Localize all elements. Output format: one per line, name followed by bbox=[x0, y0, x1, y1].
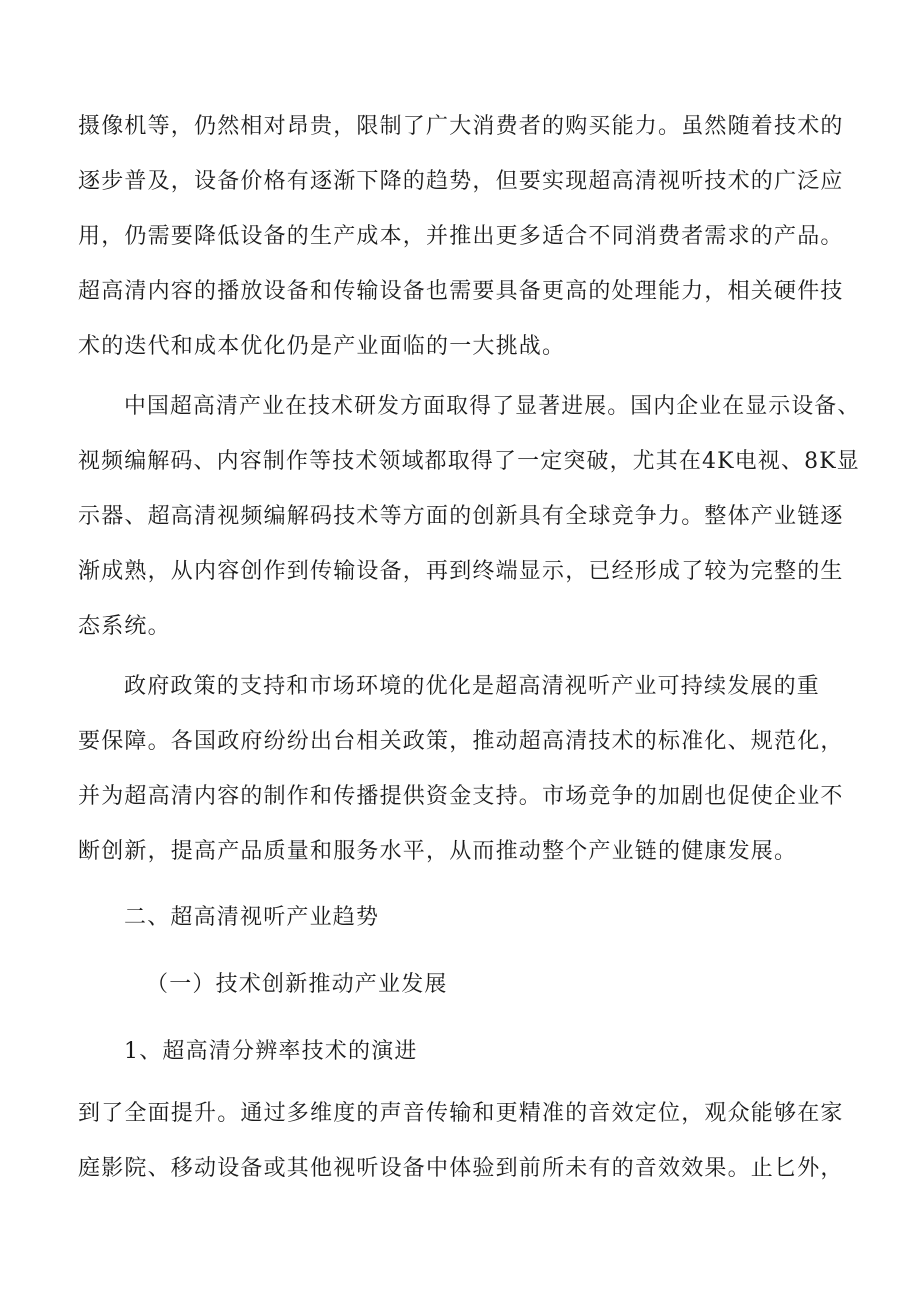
paragraph-2-line: 态系统。 bbox=[78, 614, 171, 639]
paragraph-2-line: 视频编解码、内容制作等技术领域都取得了一定突破，尤其在4K电视、8K显 bbox=[78, 449, 860, 474]
paragraph-1-line: 术的迭代和成本优化仍是产业面临的一大挑战。 bbox=[78, 334, 566, 359]
paragraph-3-line: 政府政策的支持和市场环境的优化是超高清视听产业可持续发展的重 bbox=[124, 674, 821, 699]
paragraph-1-line: 逐步普及，设备价格有逐渐下降的趋势，但要实现超高清视听技术的广泛应 bbox=[78, 169, 844, 194]
paragraph-3-line: 并为超高清内容的制作和传播提供资金支持。市场竞争的加剧也促使企业不 bbox=[78, 784, 844, 809]
paragraph-4-line: 庭影院、移动设备或其他视听设备中体验到前所未有的音效效果。止匕外， bbox=[78, 1156, 844, 1181]
paragraph-4-line: 到了全面提升。通过多维度的声音传输和更精准的音效定位，观众能够在家 bbox=[78, 1101, 844, 1126]
paragraph-1-line: 用，仍需要降低设备的生产成本，并推出更多适合不同消费者需求的产品。 bbox=[78, 224, 844, 249]
section-heading: 二、超高清视听产业趋势 bbox=[124, 905, 380, 930]
item-heading: 1、超高清分辨率技术的演进 bbox=[124, 1039, 418, 1064]
paragraph-2-line: 示器、超高清视频编解码技术等方面的创新具有全球竞争力。整体产业链逐 bbox=[78, 504, 844, 529]
paragraph-3-line: 断创新，提高产品质量和服务水平，从而推动整个产业链的健康发展。 bbox=[78, 839, 798, 864]
paragraph-2-line: 渐成熟，从内容创作到传输设备，再到终端显示，已经形成了较为完整的生 bbox=[78, 559, 844, 584]
subsection-heading: （一）技术创新推动产业发展 bbox=[146, 972, 448, 997]
paragraph-1-line: 超高清内容的播放设备和传输设备也需要具备更高的处理能力，相关硬件技 bbox=[78, 279, 844, 304]
paragraph-1-line: 摄像机等，仍然相对昂贵，限制了广大消费者的购买能力。虽然随着技术的 bbox=[78, 114, 844, 139]
paragraph-2-line: 中国超高清产业在技术研发方面取得了显著进展。国内企业在显示设备、 bbox=[124, 394, 861, 419]
paragraph-3-line: 要保障。各国政府纷纷出台相关政策，推动超高清技术的标准化、规范化， bbox=[78, 729, 844, 754]
